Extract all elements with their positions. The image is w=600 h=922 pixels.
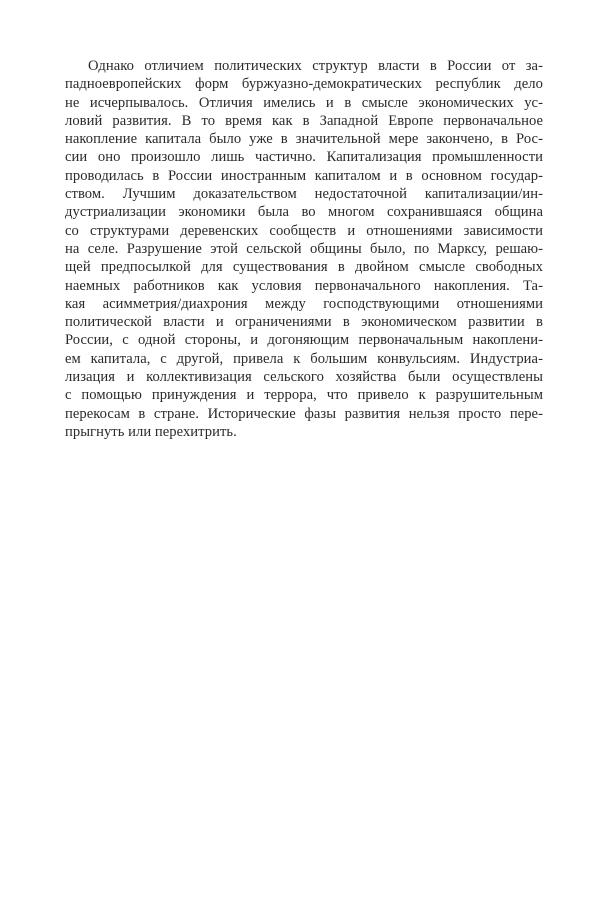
paragraph-line-16: России, с одной стороны, и догоняющим первоначальным накоплени-	[65, 332, 543, 349]
paragraph-line-17: ем капитала, с другой, привела к большим конвульсиям. Индустриа-	[65, 350, 543, 367]
paragraph-line-6: сии оно произошло лишь частично. Капитализация промышленности	[65, 149, 543, 166]
paragraph-line-20: перекосам в стране. Исторические фазы развития нельзя просто пере-	[65, 405, 543, 422]
paragraph-line-21: прыгнуть или перехитрить.	[65, 423, 237, 440]
paragraph-line-13: наемных работников как условия первоначального накопления. Та-	[65, 277, 543, 294]
paragraph-line-18: лизация и коллективизация сельского хозяйства были осуществлены	[65, 369, 543, 386]
paragraph-line-1: Однако отличием политических структур власти в России от за-	[88, 58, 543, 74]
paragraph-line-4: ловий развития. В то время как в Западной Европе первоначальное	[65, 112, 543, 129]
paragraph-line-8: ством. Лучшим доказательством недостаточной капитализации/ин-	[65, 186, 543, 203]
paragraph-line-11: на селе. Разрушение этой сельской общины было, по Марксу, решаю-	[65, 240, 543, 257]
paragraph-line-15: политической власти и ограничениями в экономическом развитии в	[65, 314, 543, 331]
paragraph-line-10: со структурами деревенских сообществ и отношениями зависимости	[65, 222, 543, 239]
paragraph-line-12: щей предпосылкой для существования в двойном смысле свободных	[65, 259, 543, 276]
paragraph-line-3: не исчерпывалось. Отличия имелись и в смысле экономических ус-	[65, 94, 543, 111]
paragraph-line-5: накопление капитала было уже в значительной мере закончено, в Рос-	[65, 131, 543, 148]
paragraph-line-2: падноевропейских форм буржуазно-демократических республик дело	[65, 76, 543, 93]
body-paragraph	[65, 57, 543, 441]
paragraph-line-19: с помощью принуждения и террора, что привело к разрушительным	[65, 387, 543, 404]
paragraph-line-9: дустриализации экономики была во многом сохранившаяся община	[65, 204, 543, 221]
paragraph-line-7: проводилась в России иностранным капиталом и в основном государ-	[65, 167, 543, 184]
paragraph-line-14: кая асимметрия/диахрония между господствующими отношениями	[65, 295, 543, 312]
